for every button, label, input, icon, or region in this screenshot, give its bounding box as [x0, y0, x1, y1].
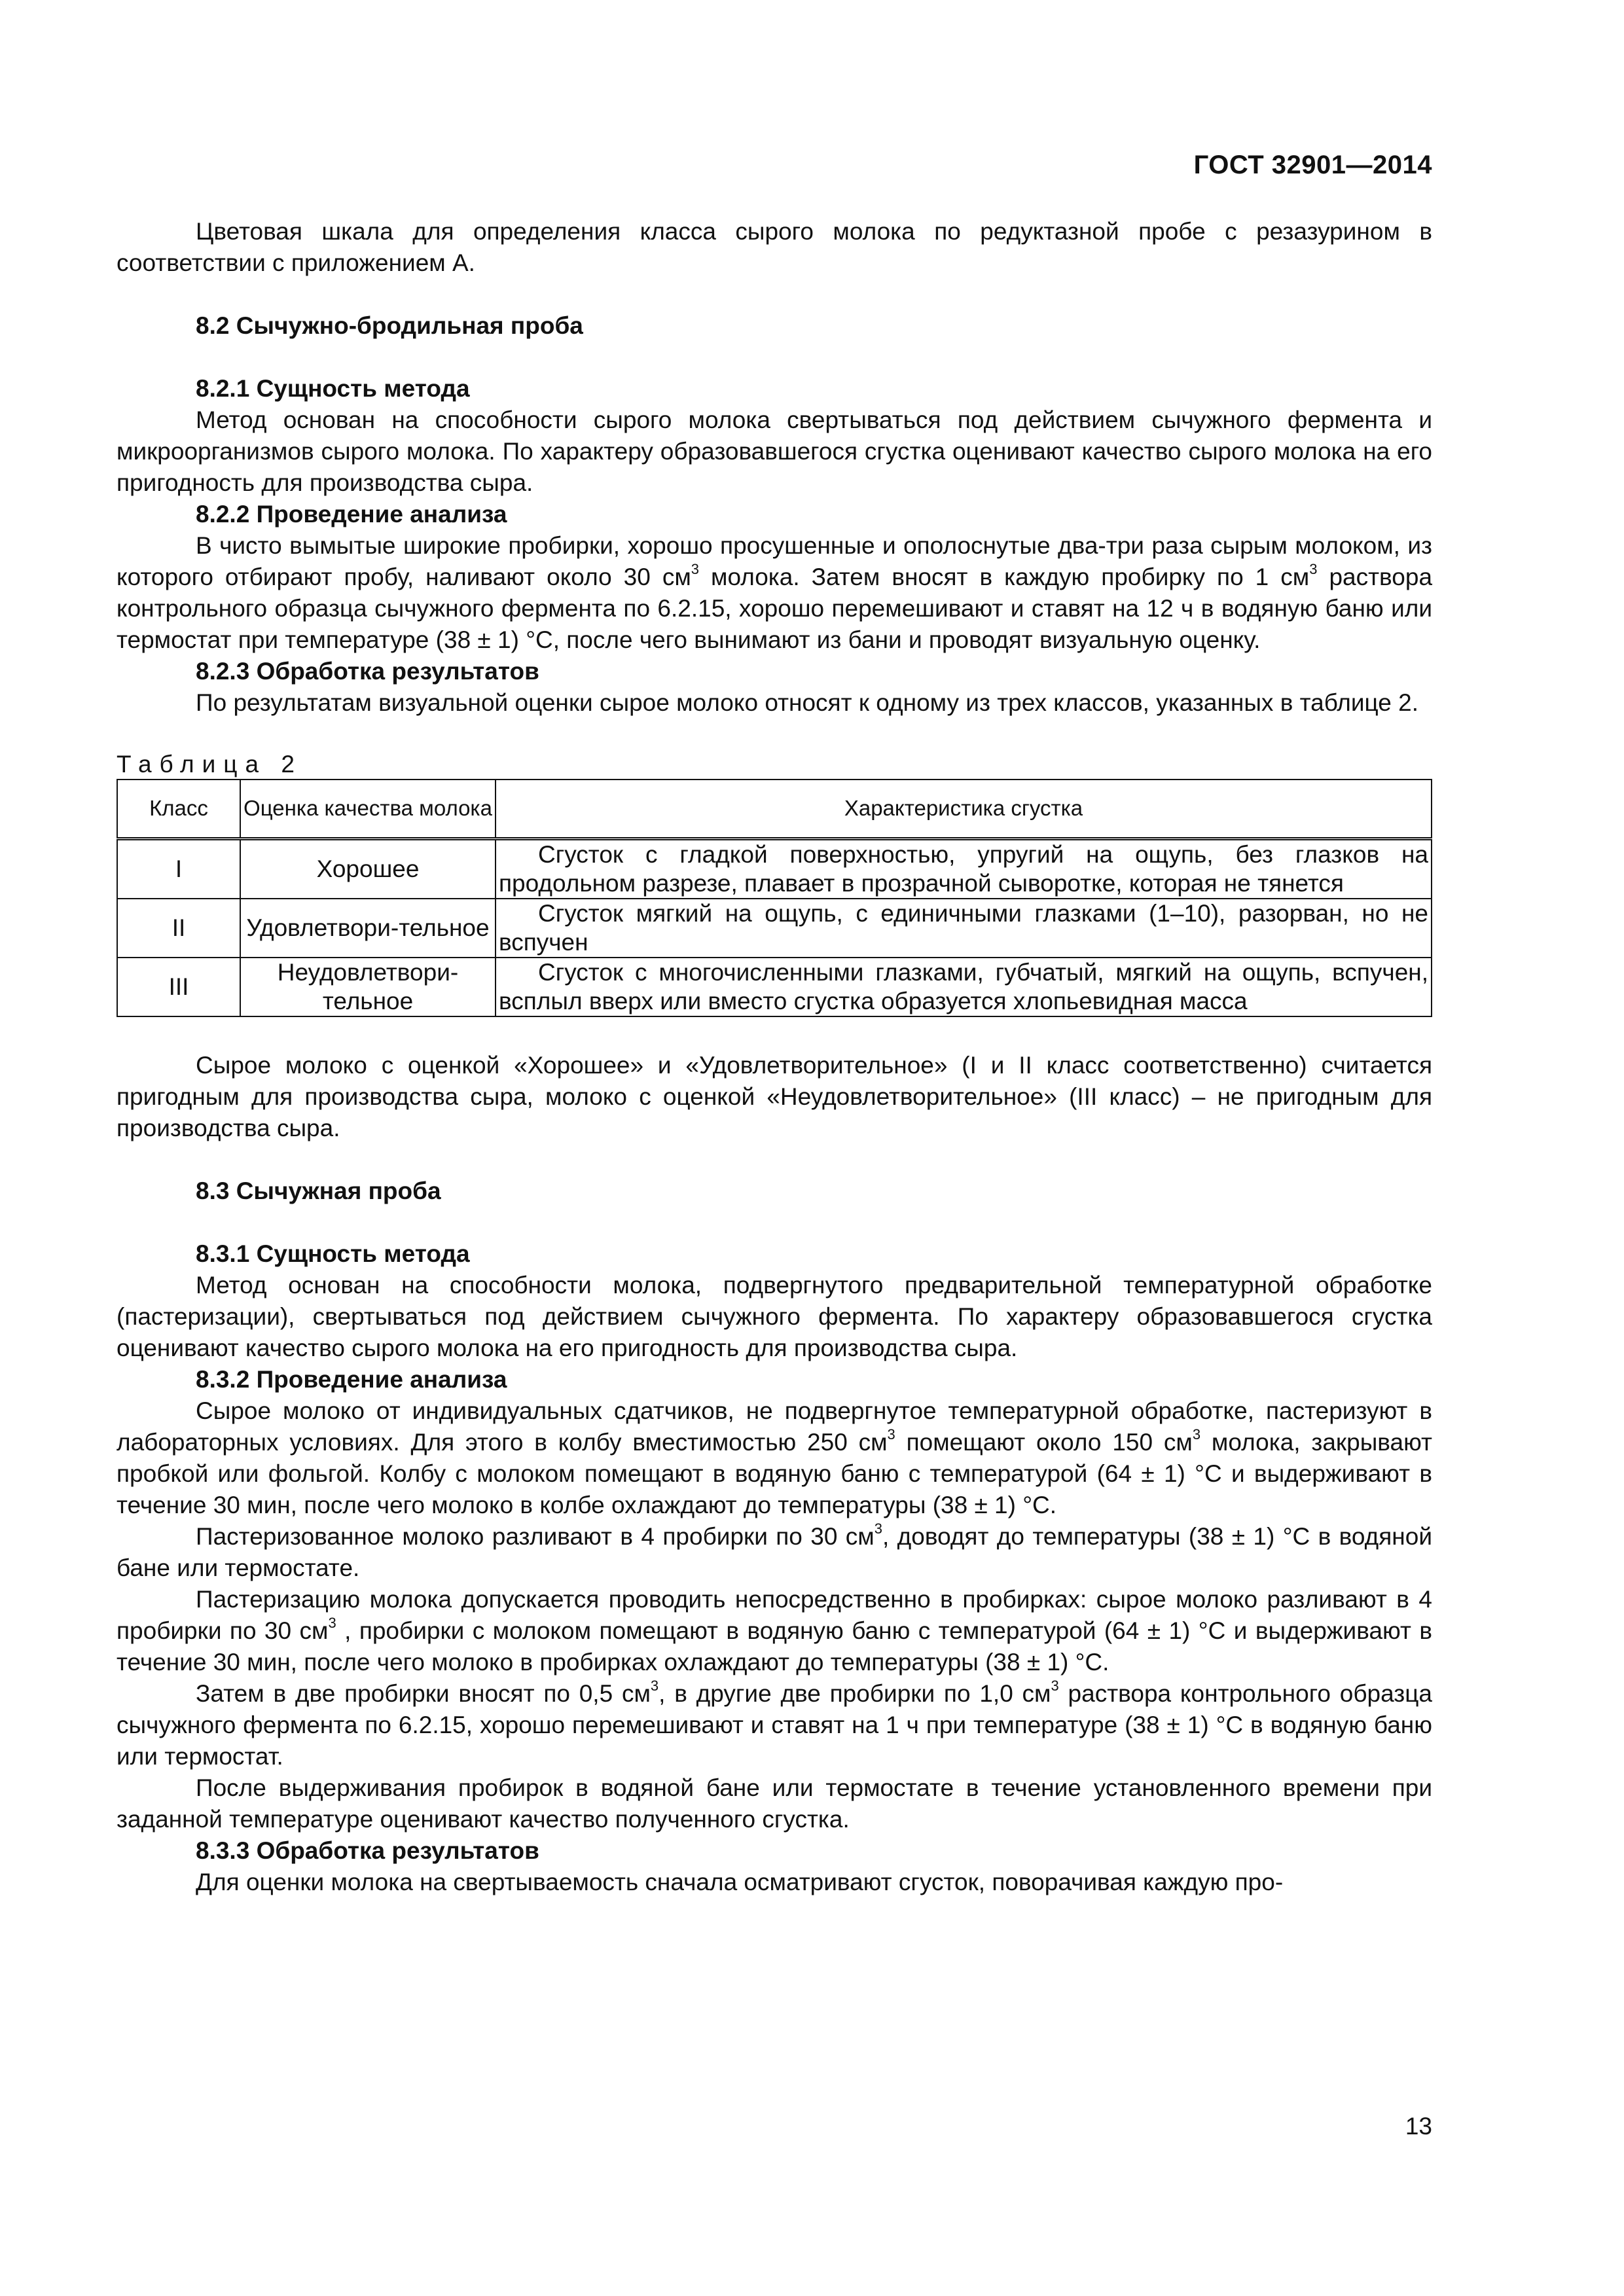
- standard-designation: ГОСТ 32901—2014: [1193, 151, 1432, 179]
- table-header-description: Характеристика сгустка: [496, 780, 1432, 838]
- section-8-3-2-paragraph-2: Пастеризованное молоко разливают в 4 пробирки по 30 $см^3$, доводят до температуры (38 ± 1) °С в водяной бане или термостате.: [117, 1520, 1432, 1581]
- section-8-3-2-paragraph-5: После выдерживания пробирок в водяной бане или термостате в течение установленного времени при заданной температуре оценивают качество полученного сгустка.: [117, 1774, 1432, 1833]
- table-row: [117, 899, 1432, 958]
- section-8-3-3-text: Для оценки молока на свертываемость сначала осматривают сгусток, поворачивая каждую про-: [196, 1868, 1284, 1895]
- table-header-grade: Оценка качества молока: [240, 780, 496, 838]
- section-8-2-3-text: По результатам визуальной оценки сырое молоко относят к одному из трех классов, указанных в таблице 2.: [196, 689, 1419, 716]
- table-cell-class: II: [117, 899, 240, 958]
- table-cell-class: III: [117, 958, 240, 1016]
- table-cell-grade: Неудовлетвори-тельное: [240, 958, 496, 1016]
- table-2: [117, 779, 1432, 1017]
- section-8-2-1-text: Метод основан на способности сырого молока свертываться под действием сычужного фермента и микроорганизмов сырого молока. По характеру образовавшегося сгустка оценивают качество сырого молока на его пригодность для производства сыра.: [117, 406, 1432, 496]
- section-8-2-1-title: 8.2.1 Сущность метода: [196, 375, 470, 402]
- table-cell-class: I: [117, 838, 240, 899]
- section-8-3-1-text: Метод основан на способности молока, подвергнутого предварительной температурной обработке (пастеризации), свертываться под действием сычужного фермента. По характеру образовавшегося сгустка оценивают качество сырого молока на его пригодность для производства сыра.: [117, 1271, 1432, 1361]
- section-8-3-2-paragraph-3: Пастеризацию молока допускается проводить непосредственно в пробирках: сырое молоко разливают в 4 пробирки по 30 $см^3$ , пробирки с молоком помещают в водяную баню с температурой (64 ± 1) °С и выдерживают в течение 30 мин, после чего молоко в пробирках охлаждают до температуры (38 ± 1) °С.: [117, 1585, 1433, 1676]
- document-body: [117, 216, 1432, 1898]
- intro-paragraph: Цветовая шкала для определения класса сырого молока по редуктазной пробе с резазурином в соответствии с приложением А.: [117, 218, 1432, 276]
- table-cell-description: Сгусток с многочисленными глазками, губчатый, мягкий на ощупь, вспучен, всплыл вверх или вместо сгустка образуется хлопьевидная масса: [496, 958, 1432, 1016]
- section-8-3-2-title: 8.3.2 Проведение анализа: [196, 1365, 507, 1393]
- section-8-3-3-title: 8.3.3 Обработка результатов: [196, 1837, 539, 1864]
- section-8-2-2-title: 8.2.2 Проведение анализа: [196, 501, 507, 528]
- table-row: [117, 838, 1432, 899]
- table-cell-description: Сгусток мягкий на ощупь, с единичными глазками (1–10), разорван, но не вспучен: [496, 899, 1432, 958]
- table-cell-grade: Удовлетвори-тельное: [240, 899, 496, 958]
- table-cell-grade: Хорошее: [240, 838, 496, 899]
- table-2-caption: Таблица 2: [117, 751, 302, 778]
- table-cell-description: Сгусток с гладкой поверхностью, упругий на ощупь, без глазков на продольном разрезе, плавает в прозрачной сыворотке, которая не тянется: [496, 838, 1432, 899]
- section-8-2-title: 8.2 Сычужно-бродильная проба: [196, 312, 583, 339]
- after-table-paragraph: Сырое молоко с оценкой «Хорошее» и «Удовлетворительное» (I и II класс соответственно) считается пригодным для производства сыра, молоко с оценкой «Неудовлетворительное» (III класс) – не пригодным для производства сыра.: [117, 1051, 1432, 1141]
- page-number: 13: [1405, 2113, 1432, 2140]
- section-8-3-2-paragraph-4: Затем в две пробирки вносят по 0,5 $см^3$, в другие две пробирки по 1,0 $см^3$ раствора контрольного образца сычужного фермента по 6.2.15, хорошо перемешивают и ставят на 1 ч при температуре (38 ± 1) °С в водяную баню или термостат.: [117, 1677, 1432, 1770]
- section-8-3-1-title: 8.3.1 Сущность метода: [196, 1240, 470, 1267]
- table-row: [117, 958, 1432, 1016]
- section-8-3-2-paragraph-1: Сырое молоко от индивидуальных сдатчиков, не подвергнутое температурной обработке, пастеризуют в лабораторных условиях. Для этого в колбу вместимостью 250 $см^3$ помещают около 150 $см^3$ молока, закрывают пробкой или фольгой. Колбу с молоком помещают в водяную баню с температурой (64 ± 1) °С и выдерживают в течение 30 мин, после чего молоко в колбе охлаждают до температуры (38 ± 1) °С.: [117, 1397, 1432, 1518]
- section-8-3-title: 8.3 Сычужная проба: [196, 1177, 441, 1204]
- table-header-class: Класс: [117, 780, 240, 838]
- section-8-2-2-text: В чисто вымытые широкие пробирки, хорошо просушенные и ополоснутые два-три раза сырым молоком, из которого отбирают пробу, наливают около 30 $см^3$ молока. Затем вносят в каждую пробирку по 1 $см^3$ раствора контрольного образца сычужного фермента по 6.2.15, хорошо перемешивают и ставят на 12 ч в водяную баню или термостат при температуре (38 ± 1) °С, после чего вынимают из бани и проводят визуальную оценку.: [117, 532, 1433, 653]
- section-8-2-3-title: 8.2.3 Обработка результатов: [196, 658, 539, 685]
